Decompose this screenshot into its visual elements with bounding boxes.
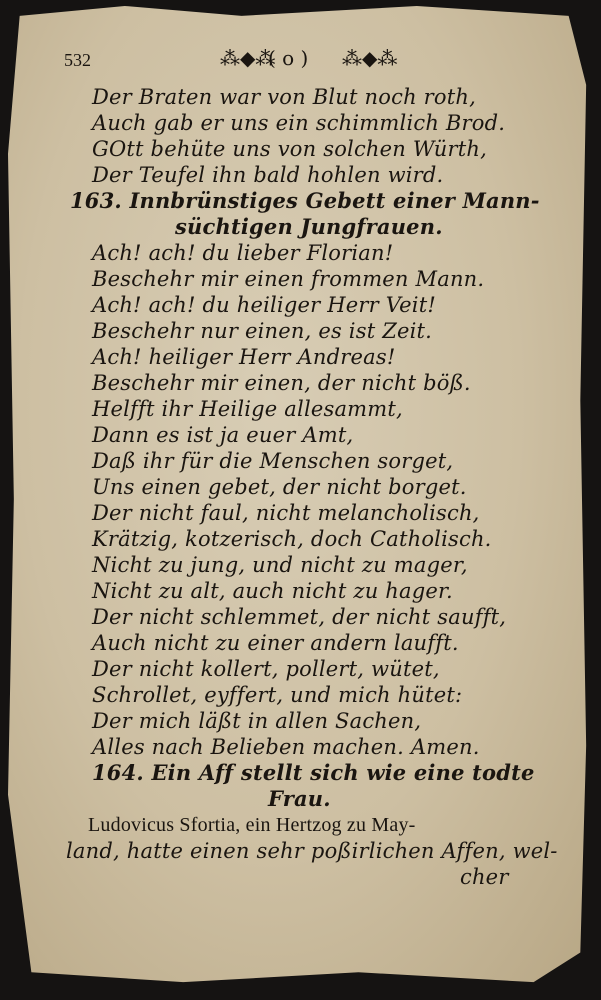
text-line: Ach! ach! du lieber Florian!	[92, 241, 394, 265]
text-line: Nicht zu jung, und nicht zu mager,	[92, 553, 468, 577]
text-line: Der Teufel ihn bald hohlen wird.	[92, 163, 444, 187]
text-line: Ach! heiliger Herr Andreas!	[92, 345, 396, 369]
ornament-left: ⁂◆⁂	[220, 46, 276, 70]
section-heading: 164. Ein Aff stellt sich wie eine todte	[92, 760, 535, 785]
text-line: Alles nach Belieben machen. Amen.	[92, 735, 480, 759]
text-line: Uns einen gebet, der nicht borget.	[92, 475, 467, 499]
text-line: Nicht zu alt, auch nicht zu hager.	[92, 579, 453, 603]
text-line: Beschehr nur einen, es ist Zeit.	[92, 319, 433, 343]
section-heading-continued: süchtigen Jungfrauen.	[175, 214, 443, 239]
text-line: Der nicht faul, nicht melancholisch,	[92, 501, 480, 525]
section-heading: 163. Innbrünstiges Gebett einer Mann-	[70, 188, 540, 213]
text-line: GOtt behüte uns von solchen Würth,	[92, 137, 488, 161]
catchword: cher	[460, 865, 509, 889]
text-line: Auch nicht zu einer andern laufft.	[92, 631, 459, 655]
text-line: Beschehr mir einen frommen Mann.	[92, 267, 485, 291]
page-header-label: ( o )	[268, 46, 309, 70]
text-line: Der nicht schlemmet, der nicht saufft,	[92, 605, 507, 629]
text-line: Schrollet, eyffert, und mich hütet:	[92, 683, 463, 707]
text-line: Beschehr mir einen, der nicht böß.	[92, 371, 471, 395]
prose-line: Ludovicus Sfortia, ein Hertzog zu May-	[88, 814, 416, 836]
text-line: Auch gab er uns ein schimmlich Brod.	[92, 111, 506, 135]
page-number: 532	[64, 50, 91, 70]
text-line: Ach! ach! du heiliger Herr Veit!	[92, 293, 436, 317]
text-line: Der Braten war von Blut noch roth,	[92, 85, 476, 109]
ornament-right: ⁂◆⁂	[342, 46, 398, 70]
prose-line: land, hatte einen sehr poßirlichen Affen, wel-	[66, 839, 558, 863]
text-line: Der mich läßt in allen Sachen,	[92, 709, 422, 733]
text-line: Dann es ist ja euer Amt,	[92, 423, 354, 447]
text-line: Helfft ihr Heilige allesammt,	[92, 397, 403, 421]
text-line: Der nicht kollert, pollert, wütet,	[92, 657, 440, 681]
text-line: Krätzig, kotzerisch, doch Catholisch.	[92, 527, 492, 551]
section-heading-continued: Frau.	[268, 786, 331, 811]
text-line: Daß ihr für die Menschen sorget,	[92, 449, 454, 473]
